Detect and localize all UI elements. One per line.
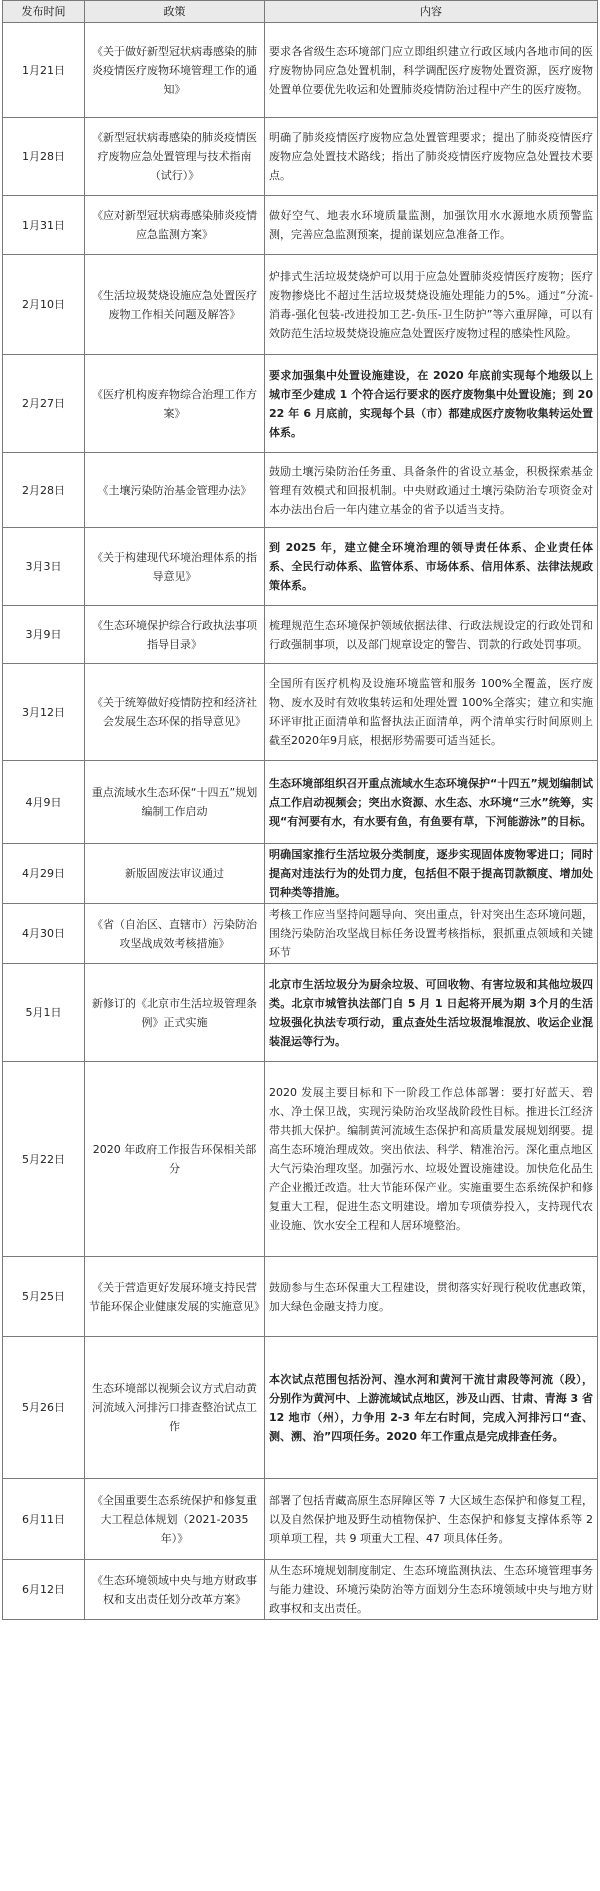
table-row <box>3 196 598 255</box>
table-row <box>3 1560 598 1620</box>
row-content: 部署了包括青藏高原生态屏障区等 7 大区域生态保护和修复工程，以及自然保护地及野生动植物保护、生态保护和修复支撑体系等 2项单项工程，共 9 项重大工程、47 项具体任务。 <box>265 1479 598 1560</box>
row-content: 北京市生活垃圾分为厨余垃圾、可回收物、有害垃圾和其他垃圾四类。北京市城管执法部门自 5 月 1 日起将开展为期 3个月的生活垃圾强化执法专项行动，重点查处生活垃圾混堆混放、收运企业混装混运等行为。 <box>265 964 598 1062</box>
row-content: 鼓励土壤污染防治任务重、具备条件的省设立基金，积极探索基金管理有效模式和回报机制。中央财政通过土壤污染防治专项资金对本办法出台后一年内建立基金的省予以适当支持。 <box>265 453 598 528</box>
row-date: 1月28日 <box>3 118 85 196</box>
row-policy: 《应对新型冠状病毒感染肺炎疫情应急监测方案》 <box>85 196 265 255</box>
row-policy: 新版固废法审议通过 <box>85 844 265 904</box>
row-policy: 《新型冠状病毒感染的肺炎疫情医疗废物应急处置管理与技术指南（试行）》 <box>85 118 265 196</box>
table-row <box>3 23 598 118</box>
row-policy: 《土壤污染防治基金管理办法》 <box>85 453 265 528</box>
row-date: 5月26日 <box>3 1337 85 1479</box>
row-policy: 《关于做好新型冠状病毒感染的肺炎疫情医疗废物环境管理工作的通知》 <box>85 23 265 118</box>
row-date: 5月22日 <box>3 1062 85 1257</box>
row-date: 1月31日 <box>3 196 85 255</box>
table-row <box>3 118 598 196</box>
row-date: 5月25日 <box>3 1257 85 1337</box>
table-row <box>3 606 598 664</box>
row-policy: 《关于构建现代环境治理体系的指导意见》 <box>85 528 265 606</box>
row-content: 生态环境部组织召开重点流域水生态环境保护“十四五”规划编制试点工作启动视频会；突出水资源、水生态、水环境“三水”统筹，实现“有河要有水，有水要有鱼，有鱼要有草，下河能游泳”的目标。 <box>265 761 598 844</box>
table-row <box>3 1062 598 1257</box>
header-policy: 政策 <box>85 1 265 23</box>
row-date: 2月10日 <box>3 255 85 355</box>
row-date: 3月9日 <box>3 606 85 664</box>
header-date: 发布时间 <box>3 1 85 23</box>
row-policy: 《全国重要生态系统保护和修复重大工程总体规划（2021-2035 年）》 <box>85 1479 265 1560</box>
row-content: 到 2025 年，建立健全环境治理的领导责任体系、企业责任体系、全民行动体系、监管体系、市场体系、信用体系、法律法规政策体系。 <box>265 528 598 606</box>
row-content: 从生态环境规划制度制定、生态环境监测执法、生态环境管理事务与能力建设、环境污染防治等方面划分生态环境领域中央与地方财政事权和支出责任。 <box>265 1560 598 1620</box>
table-row <box>3 1257 598 1337</box>
policy-table <box>2 0 598 1620</box>
table-row <box>3 453 598 528</box>
row-date: 6月11日 <box>3 1479 85 1560</box>
table-row <box>3 355 598 453</box>
row-date: 2月28日 <box>3 453 85 528</box>
row-policy: 《医疗机构废弃物综合治理工作方案》 <box>85 355 265 453</box>
row-content: 全国所有医疗机构及设施环境监管和服务 100%全覆盖，医疗废物、废水及时有效收集转运和处理处置 100%全落实；建立和实施环评审批正面清单和监督执法正面清单，两个清单实行时间原则上截至2020年9月底，根据形势需要可适当延长。 <box>265 664 598 761</box>
row-content: 要求加强集中处置设施建设，在 2020 年底前实现每个地级以上城市至少建成 1 个符合运行要求的医疗废物集中处置设施；到 2022 年 6 月底前，实现每个县（市）都建成医疗废物收集转运处置体系。 <box>265 355 598 453</box>
row-date: 4月9日 <box>3 761 85 844</box>
row-date: 5月1日 <box>3 964 85 1062</box>
row-policy: 2020 年政府工作报告环保相关部分 <box>85 1062 265 1257</box>
row-content: 要求各省级生态环境部门应立即组织建立行政区域内各地市间的医疗废物协同应急处置机制，科学调配医疗废物处置资源，医疗废物处置单位要优先收运和处置肺炎疫情防治过程中产生的医疗废物。 <box>265 23 598 118</box>
table-row <box>3 964 598 1062</box>
row-date: 3月3日 <box>3 528 85 606</box>
row-date: 4月30日 <box>3 904 85 964</box>
row-policy: 新修订的《北京市生活垃圾管理条例》正式实施 <box>85 964 265 1062</box>
row-content: 鼓励参与生态环保重大工程建设，贯彻落实好现行税收优惠政策，加大绿色金融支持力度。 <box>265 1257 598 1337</box>
table-row <box>3 255 598 355</box>
table-row <box>3 904 598 964</box>
table-row <box>3 844 598 904</box>
table-row <box>3 528 598 606</box>
row-content: 明确国家推行生活垃圾分类制度，逐步实现固体废物零进口；同时提高对违法行为的处罚力度，包括但不限于提高罚款额度、增加处罚种类等措施。 <box>265 844 598 904</box>
row-policy: 生态环境部以视频会议方式启动黄河流域入河排污口排查整治试点工作 <box>85 1337 265 1479</box>
table-row <box>3 1479 598 1560</box>
row-date: 2月27日 <box>3 355 85 453</box>
row-content: 梳理规范生态环境保护领域依据法律、行政法规设定的行政处罚和行政强制事项，以及部门规章设定的警告、罚款的行政处罚事项。 <box>265 606 598 664</box>
row-content: 明确了肺炎疫情医疗废物应急处置管理要求；提出了肺炎疫情医疗废物应急处置技术路线；指出了肺炎疫情医疗废物应急处置技术要点。 <box>265 118 598 196</box>
row-date: 6月12日 <box>3 1560 85 1620</box>
row-content: 考核工作应当坚持问题导向、突出重点，针对突出生态环境问题，围绕污染防治攻坚战目标任务设置考核指标，狠抓重点领域和关键环节 <box>265 904 598 964</box>
table-header-row <box>3 1 598 23</box>
table-row <box>3 664 598 761</box>
row-content: 本次试点范围包括汾河、湟水河和黄河干流甘肃段等河流（段），分别作为黄河中、上游流域试点地区，涉及山西、甘肃、青海 3 省 12 地市（州），力争用 2-3 年左右时间，完成入河排污口“查、测、溯、治”四项任务。2020 年工作重点是完成排查任务。 <box>265 1337 598 1479</box>
row-policy: 《关于统筹做好疫情防控和经济社会发展生态环保的指导意见》 <box>85 664 265 761</box>
row-date: 4月29日 <box>3 844 85 904</box>
row-date: 3月12日 <box>3 664 85 761</box>
row-policy: 《省（自治区、直辖市）污染防治攻坚战成效考核措施》 <box>85 904 265 964</box>
row-policy: 《生态环境保护综合行政执法事项指导目录》 <box>85 606 265 664</box>
row-policy: 《生活垃圾焚烧设施应急处置医疗废物工作相关问题及解答》 <box>85 255 265 355</box>
row-content: 做好空气、地表水环境质量监测，加强饮用水水源地水质预警监测，完善应急监测预案，提前谋划应急准备工作。 <box>265 196 598 255</box>
row-policy: 《关于营造更好发展环境支持民营节能环保企业健康发展的实施意见》 <box>85 1257 265 1337</box>
table-row <box>3 1337 598 1479</box>
row-date: 1月21日 <box>3 23 85 118</box>
row-policy: 《生态环境领域中央与地方财政事权和支出责任划分改革方案》 <box>85 1560 265 1620</box>
row-content: 2020 发展主要目标和下一阶段工作总体部署：要打好蓝天、碧水、净土保卫战，实现污染防治攻坚战阶段性目标。推进长江经济带共抓大保护。编制黄河流域生态保护和高质量发展规划纲要。提高生态环境治理成效。突出依法、科学、精准治污。深化重点地区大气污染治理攻坚。加强污水、垃圾处置设施建设。加快危化品生产企业搬迁改造。壮大节能环保产业。实施重要生态系统保护和修复重大工程，促进生态文明建设。增加专项债券投入，支持现代农业设施、饮水安全工程和人居环境整治。 <box>265 1062 598 1257</box>
table-row <box>3 761 598 844</box>
header-content: 内容 <box>265 1 598 23</box>
row-policy: 重点流域水生态环保“十四五”规划编制工作启动 <box>85 761 265 844</box>
row-content: 炉排式生活垃圾焚烧炉可以用于应急处置肺炎疫情医疗废物；医疗废物掺烧比不超过生活垃圾焚烧设施处理能力的5%。通过“分流-消毒-强化包装-改进投加工艺-负压-卫生防护”等六重屏障，可以有效防范生活垃圾焚烧设施应急处置医疗废物过程的感染性风险。 <box>265 255 598 355</box>
